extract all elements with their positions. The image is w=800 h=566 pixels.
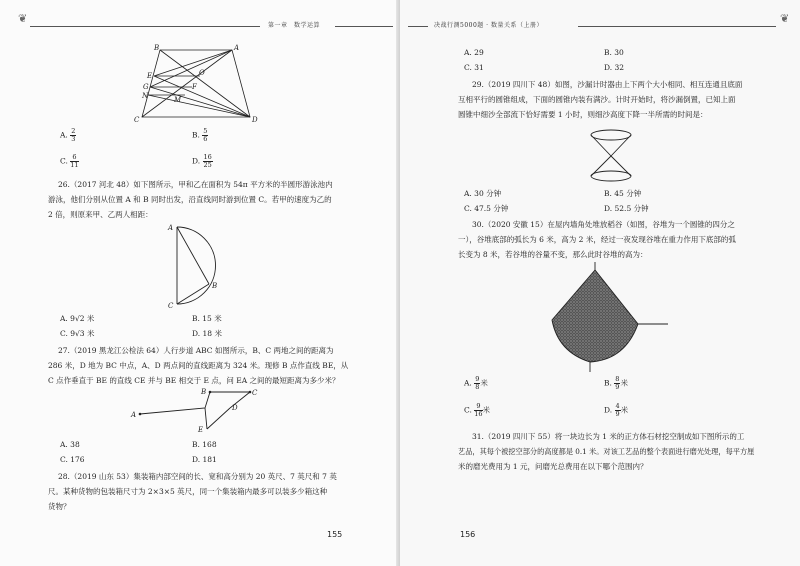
q26-text-line: 2 倍，则原来甲、乙两人相距： bbox=[48, 210, 153, 219]
q27-option-a: A. 38 bbox=[60, 440, 80, 449]
header-book-title: 决战行测5000题 · 数量关系（上册） bbox=[434, 22, 543, 29]
fig-label: D bbox=[232, 404, 238, 412]
fig-label: A bbox=[234, 44, 240, 52]
q27-option-c: C. 176 bbox=[60, 455, 85, 464]
q25-option-a: A. $\frac{2}{3}$ bbox=[60, 127, 76, 143]
fig-label: B bbox=[201, 388, 207, 396]
q30-option-d: D. $\frac{4}{9}$ 米 bbox=[604, 402, 629, 418]
q30-option-a: A. $\frac{9}{8}$ 米 bbox=[464, 375, 488, 391]
page-number: 155 bbox=[327, 530, 343, 539]
q28-option-c: C. 31 bbox=[464, 63, 484, 72]
fig-label: F bbox=[192, 83, 197, 91]
q26-option-b: B. 15 米 bbox=[192, 314, 222, 323]
header-rule bbox=[408, 26, 428, 27]
fig-label: G bbox=[143, 83, 149, 91]
fig-label: B bbox=[212, 282, 218, 290]
q30-option-c: C. $\frac{9}{16}$ 米 bbox=[464, 402, 491, 418]
fig-label: A bbox=[131, 411, 137, 419]
right-page bbox=[400, 0, 800, 566]
q28-option-b: B. 30 bbox=[604, 48, 624, 57]
fig-label: O bbox=[199, 69, 205, 77]
q28-option-a: A. 29 bbox=[464, 48, 484, 57]
q27-text-line: 286 米，D 地为 BC 中点，A、D 两点间的直线距离为 324 米。现修 B 点作直线 BE，从 bbox=[48, 361, 349, 370]
q27-option-d: D. 181 bbox=[192, 455, 217, 464]
fig-label: M bbox=[174, 96, 182, 104]
q31-text-line: 艺品，其每个被挖空部分的高度都是 0.1 米。对该工艺品的整个表面进行磨光处理，每平方厘 bbox=[458, 447, 755, 456]
q26-option-a: A. 9√2 米 bbox=[60, 314, 95, 323]
q29-text-line: 互相平行的圆锥组成，下面的圆锥内装有满沙。计时开始时，将沙漏倒置，已知上面 bbox=[458, 95, 736, 104]
fig-label: C bbox=[168, 302, 174, 310]
header-rule bbox=[335, 26, 393, 27]
q27-path-figure bbox=[130, 386, 270, 434]
q28-text-line: 货物？ bbox=[48, 502, 71, 511]
grain-pile-figure bbox=[540, 262, 680, 372]
q31-text-line: 米的磨光费用为 1 元，问磨光总费用在以下哪个范围内？ bbox=[458, 462, 648, 471]
header-rule bbox=[30, 26, 260, 27]
q25-option-d: D. $\frac{16}{25}$ bbox=[192, 153, 212, 169]
header-chapter-title: 第一章 数学运算 bbox=[268, 22, 321, 29]
q29-option-b: B. 45 分钟 bbox=[604, 189, 642, 198]
q30-text-line: 一），谷堆底部的弧长为 6 米，高为 2 米，经过一夜发现谷堆在重力作用下底部的弧 bbox=[458, 235, 736, 244]
leaf-ornament-icon: ❦ bbox=[18, 12, 28, 25]
fig-label: C bbox=[252, 389, 258, 397]
q30-option-b: B. $\frac{8}{9}$ 米 bbox=[604, 375, 628, 391]
leaf-ornament-icon: ❦ bbox=[780, 12, 790, 25]
fig-label: E bbox=[147, 72, 153, 80]
q28-option-d: D. 32 bbox=[604, 63, 625, 72]
q27-text-line: 27.（2019 黑龙江公检法 64）人行步道 ABC 如图所示，B、C 两地之间的距离为 bbox=[58, 346, 334, 355]
header-rule bbox=[578, 26, 776, 27]
q30-text-line: 30.（2020 安徽 15）在屋内墙角处堆放稻谷（如图，谷堆为一个圆锥的四分之 bbox=[472, 220, 735, 229]
q26-text-line: 26.（2017 河北 48）如下图所示，甲和乙在面积为 54π 平方米的半圆形游泳池内 bbox=[58, 180, 333, 189]
q25-option-b: B. $\frac{5}{6}$ bbox=[192, 127, 208, 143]
q29-option-d: D. 52.5 分钟 bbox=[604, 204, 649, 213]
fig-label: D bbox=[252, 116, 258, 124]
q30-text-line: 长变为 8 米，若谷堆的谷量不变，那么此时谷堆的高为： bbox=[458, 250, 648, 259]
q26-semicircle-figure bbox=[165, 222, 235, 312]
fig-label: B bbox=[154, 44, 160, 52]
fig-label: C bbox=[134, 116, 140, 124]
q25-option-c: C. $\frac{6}{11}$ bbox=[60, 153, 79, 169]
q29-option-a: A. 30 分钟 bbox=[464, 189, 502, 198]
page-number: 156 bbox=[460, 530, 476, 539]
fig-label: E bbox=[198, 426, 204, 434]
q29-option-c: C. 47.5 分钟 bbox=[464, 204, 509, 213]
q27-text-line: C 点作垂直于 BE 的直线 CE 并与 BE 相交于 E 点，问 EA 之间的最短距离为多少米？ bbox=[48, 376, 340, 385]
q26-option-d: D. 18 米 bbox=[192, 329, 222, 338]
q27-option-b: B. 168 bbox=[192, 440, 217, 449]
q28-text-line: 尺。某种货物的包装箱尺寸为 2×3×5 英尺，同一个集装箱内最多可以装多少箱这种 bbox=[48, 487, 328, 496]
q29-text-line: 圆锥中细沙全部流下恰好需要 1 小时，则细沙高度下降一半所需的时间是： bbox=[458, 110, 708, 119]
q28-text-line: 28.（2019 山东 53）集装箱内部空间的长、宽和高分别为 20 英尺、7 英尺和 7 英 bbox=[58, 472, 337, 481]
hourglass-figure bbox=[585, 128, 637, 184]
q25-figure bbox=[130, 42, 270, 124]
q29-text-line: 29.（2019 四川下 48）如图，沙漏计时器由上下两个大小相同、相互连通且底面 bbox=[472, 80, 743, 89]
q26-text-line: 游泳，他们分别从位置 A 和 B 同时出发，沿直线同时游到位置 C。若甲的速度为乙的 bbox=[48, 195, 332, 204]
q31-text-line: 31.（2019 四川下 55）将一块边长为 1 米的正方体石材挖空制成如下图所示的工 bbox=[472, 432, 745, 441]
q26-option-c: C. 9√3 米 bbox=[60, 329, 95, 338]
fig-label: N bbox=[142, 92, 149, 100]
fig-label: A bbox=[168, 224, 174, 232]
